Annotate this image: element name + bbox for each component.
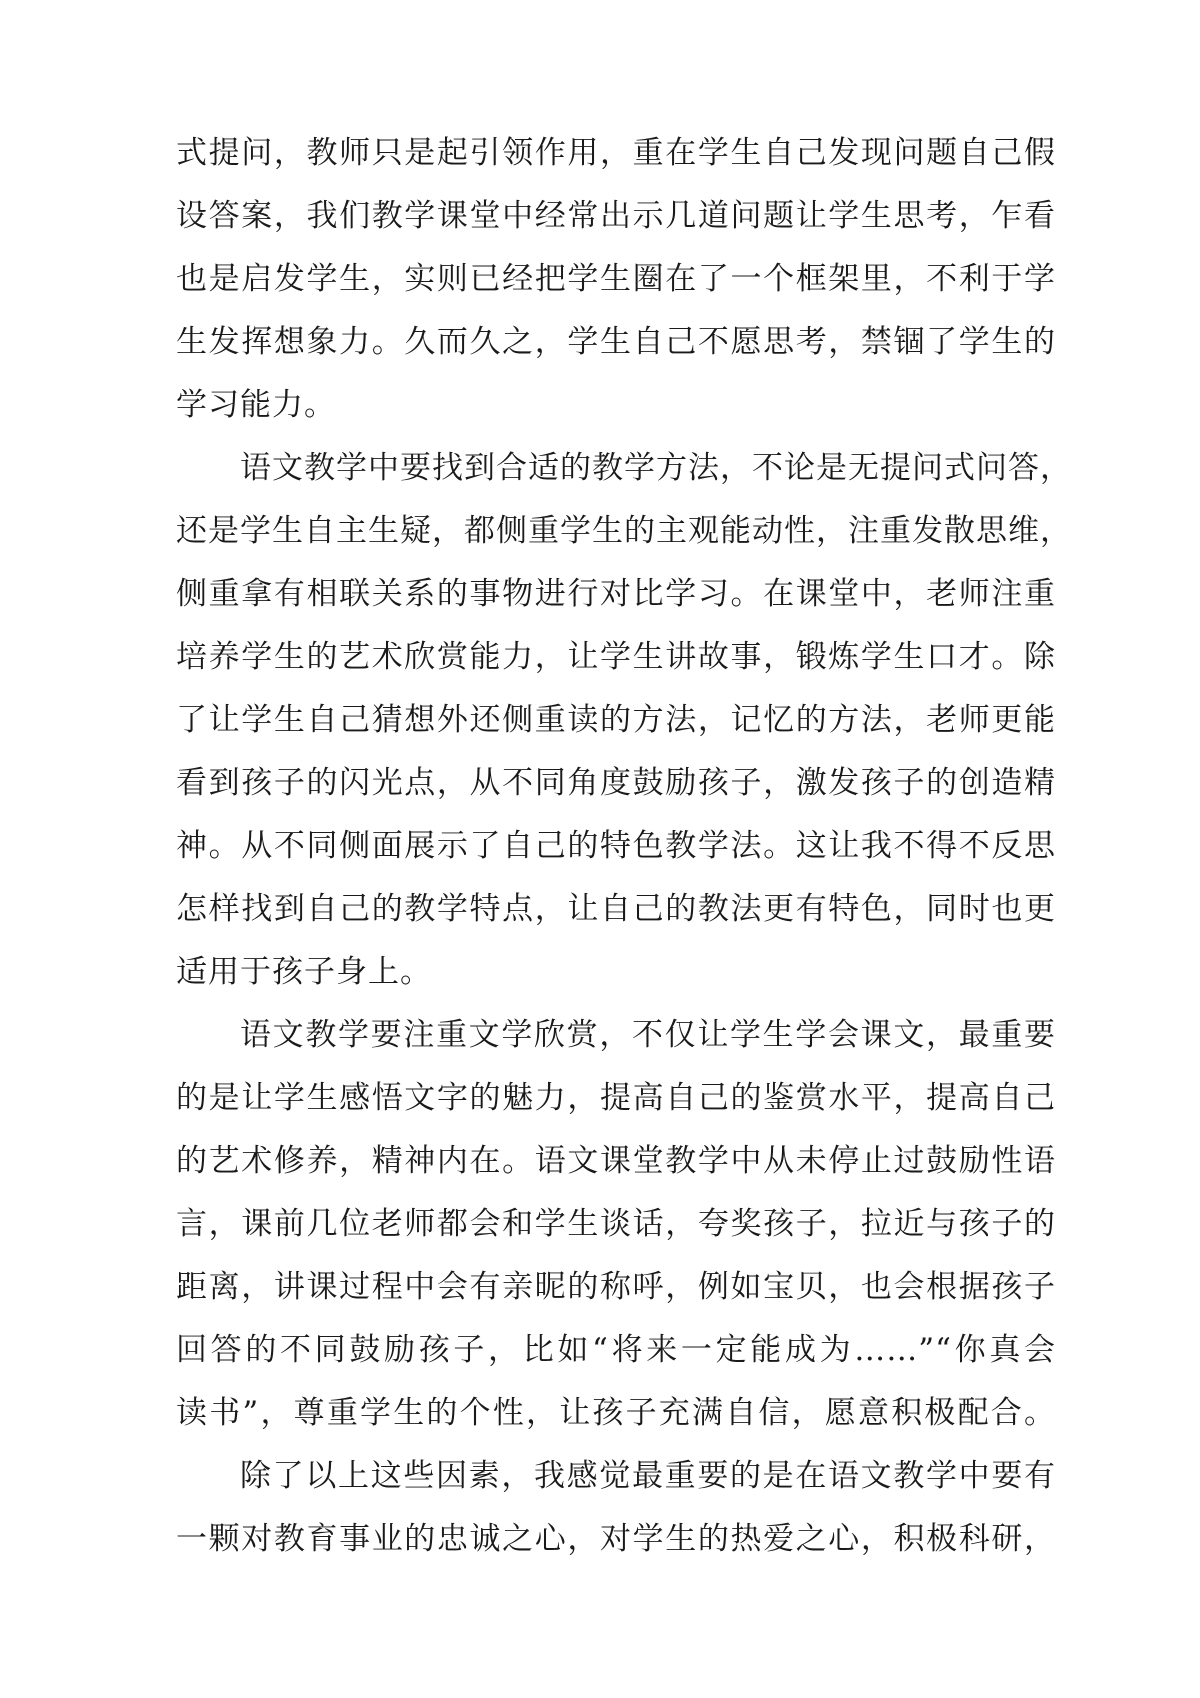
text-line: 侧重拿有相联关系的事物进行对比学习。在课堂中，老师注重: [176, 576, 1056, 612]
text-line: 的艺术修养，精神内在。语文课堂教学中从未停止过鼓励性语: [176, 1143, 1056, 1179]
text-line: 回答的不同鼓励孩子，比如“将来一定能成为……”“你真会: [176, 1332, 1056, 1368]
text-line: 适用于孩子身上。: [176, 954, 432, 990]
text-line: 言，课前几位老师都会和学生谈话，夸奖孩子，拉近与孩子的: [176, 1206, 1056, 1242]
paragraph-4: [176, 1445, 1056, 1571]
text-line: 看到孩子的闪光点，从不同角度鼓励孩子，激发孩子的创造精: [176, 765, 1056, 801]
text-line: 读书”，尊重学生的个性，让孩子充满自信，愿意积极配合。: [176, 1395, 1056, 1431]
text-line: 语文教学中要找到合适的教学方法，不论是无提问式问答，: [240, 450, 1072, 486]
text-line: 培养学生的艺术欣赏能力，让学生讲故事，锻炼学生口才。除: [176, 639, 1056, 675]
text-line: 学习能力。: [176, 387, 336, 423]
text-line: 式提问，教师只是起引领作用，重在学生自己发现问题自己假: [176, 135, 1056, 171]
text-line: 语文教学要注重文学欣赏，不仅让学生学会课文，最重要: [240, 1017, 1056, 1053]
text-line: 的是让学生感悟文字的魅力，提高自己的鉴赏水平，提高自己: [176, 1080, 1056, 1116]
text-line: 怎样找到自己的教学特点，让自己的教法更有特色，同时也更: [176, 891, 1056, 927]
paragraph-2: [176, 437, 1072, 1004]
document-body: [176, 122, 1072, 1571]
text-line: 也是启发学生，实则已经把学生圈在了一个框架里，不利于学: [176, 261, 1056, 297]
paragraph-1: [176, 122, 1056, 437]
text-line: 神。从不同侧面展示了自己的特色教学法。这让我不得不反思: [176, 828, 1056, 864]
text-line: 了让学生自己猜想外还侧重读的方法，记忆的方法，老师更能: [176, 702, 1056, 738]
text-line: 设答案，我们教学课堂中经常出示几道问题让学生思考，乍看: [176, 198, 1056, 234]
text-line: 除了以上这些因素，我感觉最重要的是在语文教学中要有: [240, 1458, 1056, 1494]
text-line: 一颗对教育事业的忠诚之心，对学生的热爱之心，积极科研，: [176, 1521, 1056, 1557]
text-line: 还是学生自主生疑，都侧重学生的主观能动性，注重发散思维，: [176, 513, 1072, 549]
paragraph-3: [176, 1004, 1056, 1445]
text-line: 距离，讲课过程中会有亲昵的称呼，例如宝贝，也会根据孩子: [176, 1269, 1056, 1305]
text-line: 生发挥想象力。久而久之，学生自己不愿思考，禁锢了学生的: [176, 324, 1056, 360]
